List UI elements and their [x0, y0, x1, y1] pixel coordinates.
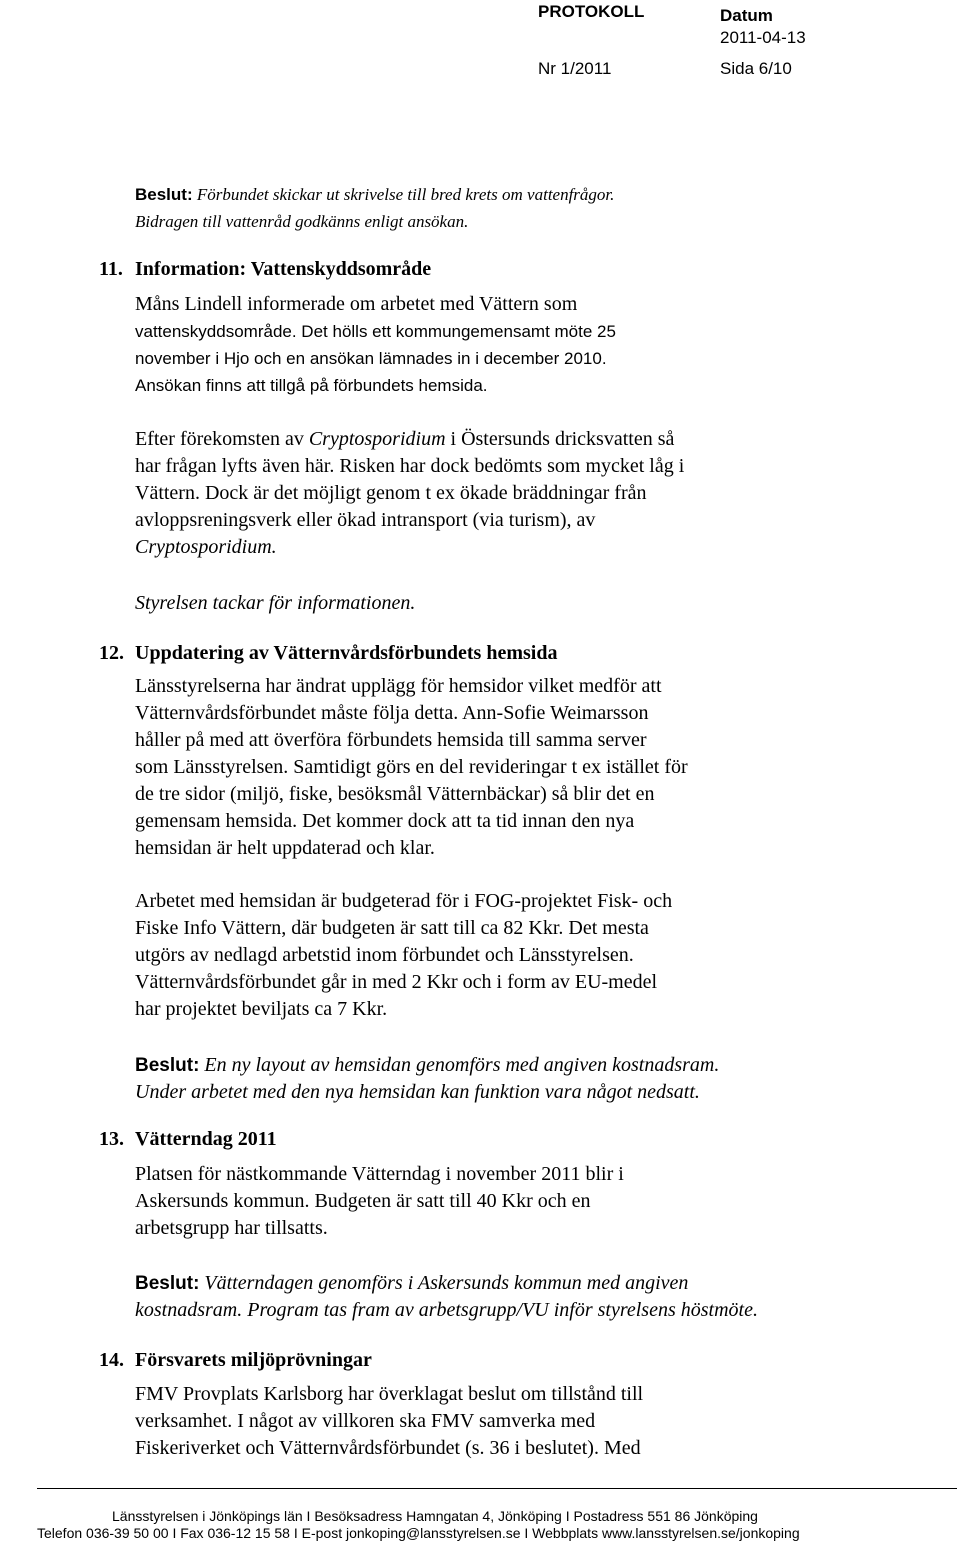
decision-text: Under arbetet med den nya hemsidan kan funktion vara något nedsatt.: [135, 1081, 700, 1103]
paragraph-line: Länsstyrelserna har ändrat upplägg för hemsidor vilket medför att: [135, 675, 662, 697]
decision-text: Förbundet skickar ut skrivelse till bred krets om vattenfrågor.: [192, 185, 615, 204]
decision-text: Bidragen till vattenråd godkänns enligt ansökan.: [135, 212, 469, 231]
paragraph-line: Arbetet med hemsidan är budgeterad för i FOG-projektet Fisk- och: [135, 890, 673, 912]
paragraph-line: håller på med att överföra förbundets hemsida till samma server: [135, 729, 647, 751]
section-heading: Vätterndag 2011: [135, 1128, 277, 1150]
decision-text: kostnadsram. Program tas fram av arbetsgrupp/VU inför styrelsens höstmöte.: [135, 1299, 758, 1321]
section-number: 12.: [99, 642, 124, 664]
paragraph-line: Platsen för nästkommande Vätterndag i november 2011 blir i: [135, 1163, 624, 1185]
decision-label: Beslut:: [135, 1055, 200, 1076]
decision-label: Beslut:: [135, 185, 193, 204]
thanks-note: Styrelsen tackar för informationen.: [135, 592, 416, 614]
paragraph-line: Måns Lindell informerade om arbetet med Vättern som: [135, 293, 578, 315]
footer-contact: Telefon 036-39 50 00 I Fax 036-12 15 58 I E-post jonkoping@lansstyrelsen.se I Webbplats www.lansstyrelsen.se/jonkoping: [37, 1525, 800, 1541]
paragraph-line: Fiske Info Vättern, där budgeten är satt till ca 82 Kkr. Det mesta: [135, 917, 649, 939]
paragraph-line: hemsidan är helt uppdaterad och klar.: [135, 837, 435, 859]
paragraph-line: har frågan lyfts även här. Risken har dock bedömts som mycket låg i: [135, 455, 685, 477]
decision: [135, 1052, 775, 1106]
decision: [135, 1270, 775, 1324]
paragraph-line: som Länsstyrelsen. Samtidigt görs en del revideringar t ex istället för: [135, 756, 688, 778]
decision-text: En ny layout av hemsidan genomförs med angiven kostnadsram.: [199, 1054, 720, 1076]
section-paragraph: [135, 1161, 775, 1242]
section-heading: Uppdatering av Vätternvårdsförbundets hemsida: [135, 642, 558, 664]
paragraph-line: avloppsreningsverk eller ökad intransport (via turism), av: [135, 509, 596, 531]
paragraph-line: vattenskyddsområde. Det hölls ett kommungemensamt möte 25: [135, 322, 616, 341]
date-label: Datum: [720, 6, 773, 25]
paragraph-line: Ansökan finns att tillgå på förbundets hemsida.: [135, 376, 488, 395]
paragraph-line: har projektet beviljats ca 7 Kkr.: [135, 998, 388, 1020]
date-value: 2011-04-13: [720, 28, 806, 47]
section-number: 14.: [99, 1349, 124, 1371]
paragraph-line: Fiskeriverket och Vätternvårdsförbundet (s. 36 i beslutet). Med: [135, 1437, 641, 1459]
paragraph-line: Askersunds kommun. Budgeten är satt till 40 Kkr och en: [135, 1190, 591, 1212]
footer-divider: [37, 1488, 957, 1489]
decision-label: Beslut:: [135, 1273, 200, 1294]
text-run: Cryptosporidium: [308, 428, 446, 450]
section-number: 13.: [99, 1128, 124, 1150]
section-paragraph: [135, 673, 775, 862]
paragraph-line: de tre sidor (miljö, fiske, besöksmål Vätternbäckar) så blir det en: [135, 783, 655, 805]
page-number: Sida 6/10: [720, 59, 792, 78]
paragraph-line: november i Hjo och en ansökan lämnades in i december 2010.: [135, 349, 607, 368]
section-heading: Försvarets miljöprövningar: [135, 1349, 372, 1371]
paragraph-line: Vätternvårdsförbundet måste följa detta. Ann-Sofie Weimarsson: [135, 702, 649, 724]
paragraph-line: FMV Provplats Karlsborg har överklagat beslut om tillstånd till: [135, 1383, 644, 1405]
paragraph-line: verksamhet. I något av villkoren ska FMV samverka med: [135, 1410, 596, 1432]
paragraph-line: Vättern. Dock är det möjligt genom t ex ökade bräddningar från: [135, 482, 647, 504]
section-heading: Information: Vattenskyddsområde: [135, 258, 432, 280]
paragraph-line: utgörs av nedlagd arbetstid inom förbundet och Länsstyrelsen.: [135, 944, 634, 966]
paragraph-line: Cryptosporidium.: [135, 536, 277, 558]
paragraph-line: Vätternvårdsförbundet går in med 2 Kkr och i form av EU-medel: [135, 971, 658, 993]
top-decision: [135, 181, 775, 235]
paragraph-line: arbetsgrupp har tillsatts.: [135, 1217, 328, 1239]
paragraph-line: gemensam hemsida. Det kommer dock att ta tid innan den nya: [135, 810, 635, 832]
section-number: 11.: [99, 258, 123, 280]
text-run: i Östersunds dricksvatten så: [445, 428, 675, 450]
protocol-number: Nr 1/2011: [538, 59, 612, 78]
section-paragraph: [135, 291, 775, 399]
footer-address: Länsstyrelsen i Jönköpings län I Besöksadress Hamngatan 4, Jönköping I Postadress 551 86 Jönköping: [112, 1508, 758, 1524]
decision-text: Vätterndagen genomförs i Askersunds kommun med angiven: [199, 1272, 689, 1294]
text-run: Efter förekomsten av: [135, 428, 309, 450]
section-paragraph: [135, 426, 775, 561]
section-paragraph: [135, 888, 775, 1023]
document-type: PROTOKOLL: [538, 2, 645, 21]
section-paragraph: [135, 1381, 775, 1462]
